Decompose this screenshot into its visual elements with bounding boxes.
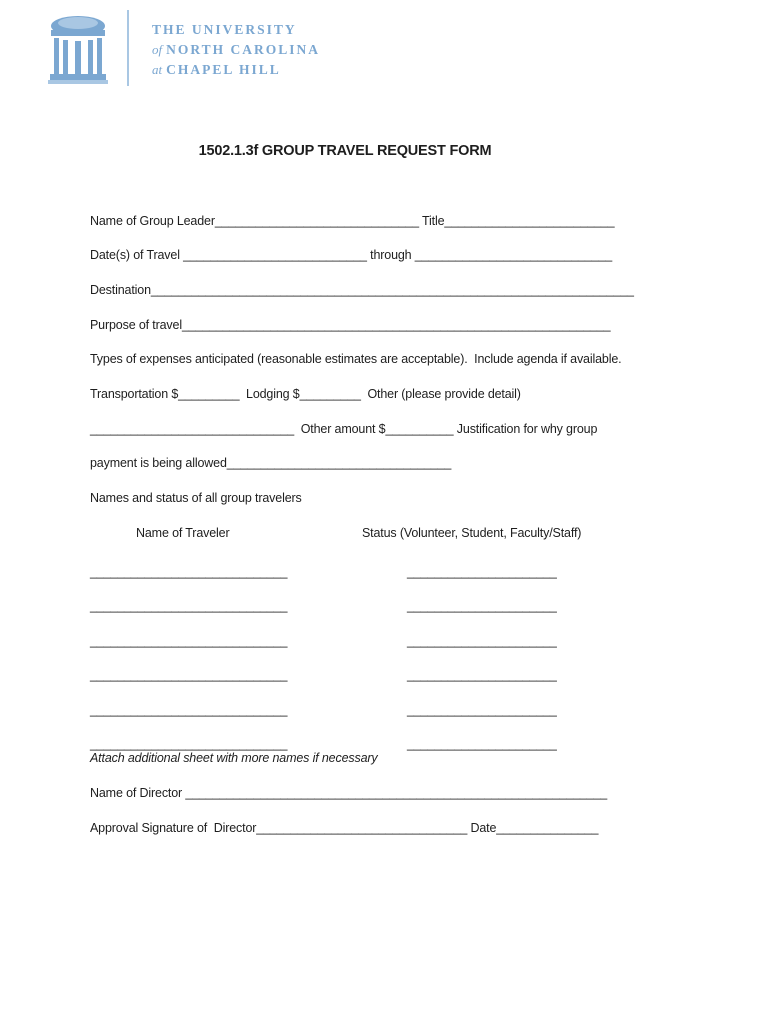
university-line-2: NORTH CAROLINA [166, 42, 321, 57]
university-name [152, 20, 320, 80]
traveler-name-blank-2[interactable]: _____________________________ [90, 599, 288, 613]
travel-dates-field[interactable]: Date(s) of Travel ___________________________ through _____________________________ [90, 248, 613, 262]
payment-justification-field[interactable]: payment is being allowed_________________________________ [90, 456, 452, 470]
traveler-status-blank-1[interactable]: ______________________ [407, 565, 557, 579]
university-line-1: THE UNIVERSITY [152, 22, 297, 37]
traveler-status-blank-4[interactable]: ______________________ [407, 668, 557, 682]
traveler-status-header: Status (Volunteer, Student, Faculty/Staff) [362, 526, 582, 540]
university-line-3-prefix: at [152, 62, 163, 77]
approval-signature-field[interactable]: Approval Signature of Director_______________________________ Date_______________ [90, 821, 599, 835]
traveler-name-blank-5[interactable]: _____________________________ [90, 703, 288, 717]
traveler-name-header: Name of Traveler [136, 526, 230, 540]
traveler-status-blank-3[interactable]: ______________________ [407, 634, 557, 648]
travelers-heading: Names and status of all group travelers [90, 491, 302, 505]
expenses-intro: Types of expenses anticipated (reasonable estimates are acceptable). Include agenda if available. [90, 352, 622, 366]
traveler-status-blank-6[interactable]: ______________________ [407, 737, 557, 751]
traveler-name-blank-3[interactable]: _____________________________ [90, 634, 288, 648]
form-title: 1502.1.3f GROUP TRAVEL REQUEST FORM [198, 143, 492, 159]
traveler-status-blank-2[interactable]: ______________________ [407, 599, 557, 613]
traveler-name-blank-6[interactable]: _____________________________ [90, 737, 288, 751]
purpose-field[interactable]: Purpose of travel_______________________________________________________________ [90, 318, 611, 332]
destination-field[interactable]: Destination_______________________________________________________________________ [90, 283, 634, 297]
director-name-field[interactable]: Name of Director ______________________________________________________________ [90, 786, 608, 800]
other-amount-field[interactable]: ______________________________ Other amount $__________ Justification for why group [90, 422, 598, 436]
university-line-2-prefix: of [152, 42, 163, 57]
expenses-field[interactable]: Transportation $_________ Lodging $_________ Other (please provide detail) [90, 387, 521, 401]
old-well-icon [48, 10, 128, 88]
traveler-status-blank-5[interactable]: ______________________ [407, 703, 557, 717]
logo-divider [127, 10, 129, 86]
attach-note: Attach additional sheet with more names if necessary [90, 751, 378, 765]
group-leader-field[interactable]: Name of Group Leader______________________________ Title_________________________ [90, 214, 615, 228]
university-line-3: CHAPEL HILL [166, 62, 281, 77]
traveler-name-blank-1[interactable]: _____________________________ [90, 565, 288, 579]
traveler-name-blank-4[interactable]: _____________________________ [90, 668, 288, 682]
